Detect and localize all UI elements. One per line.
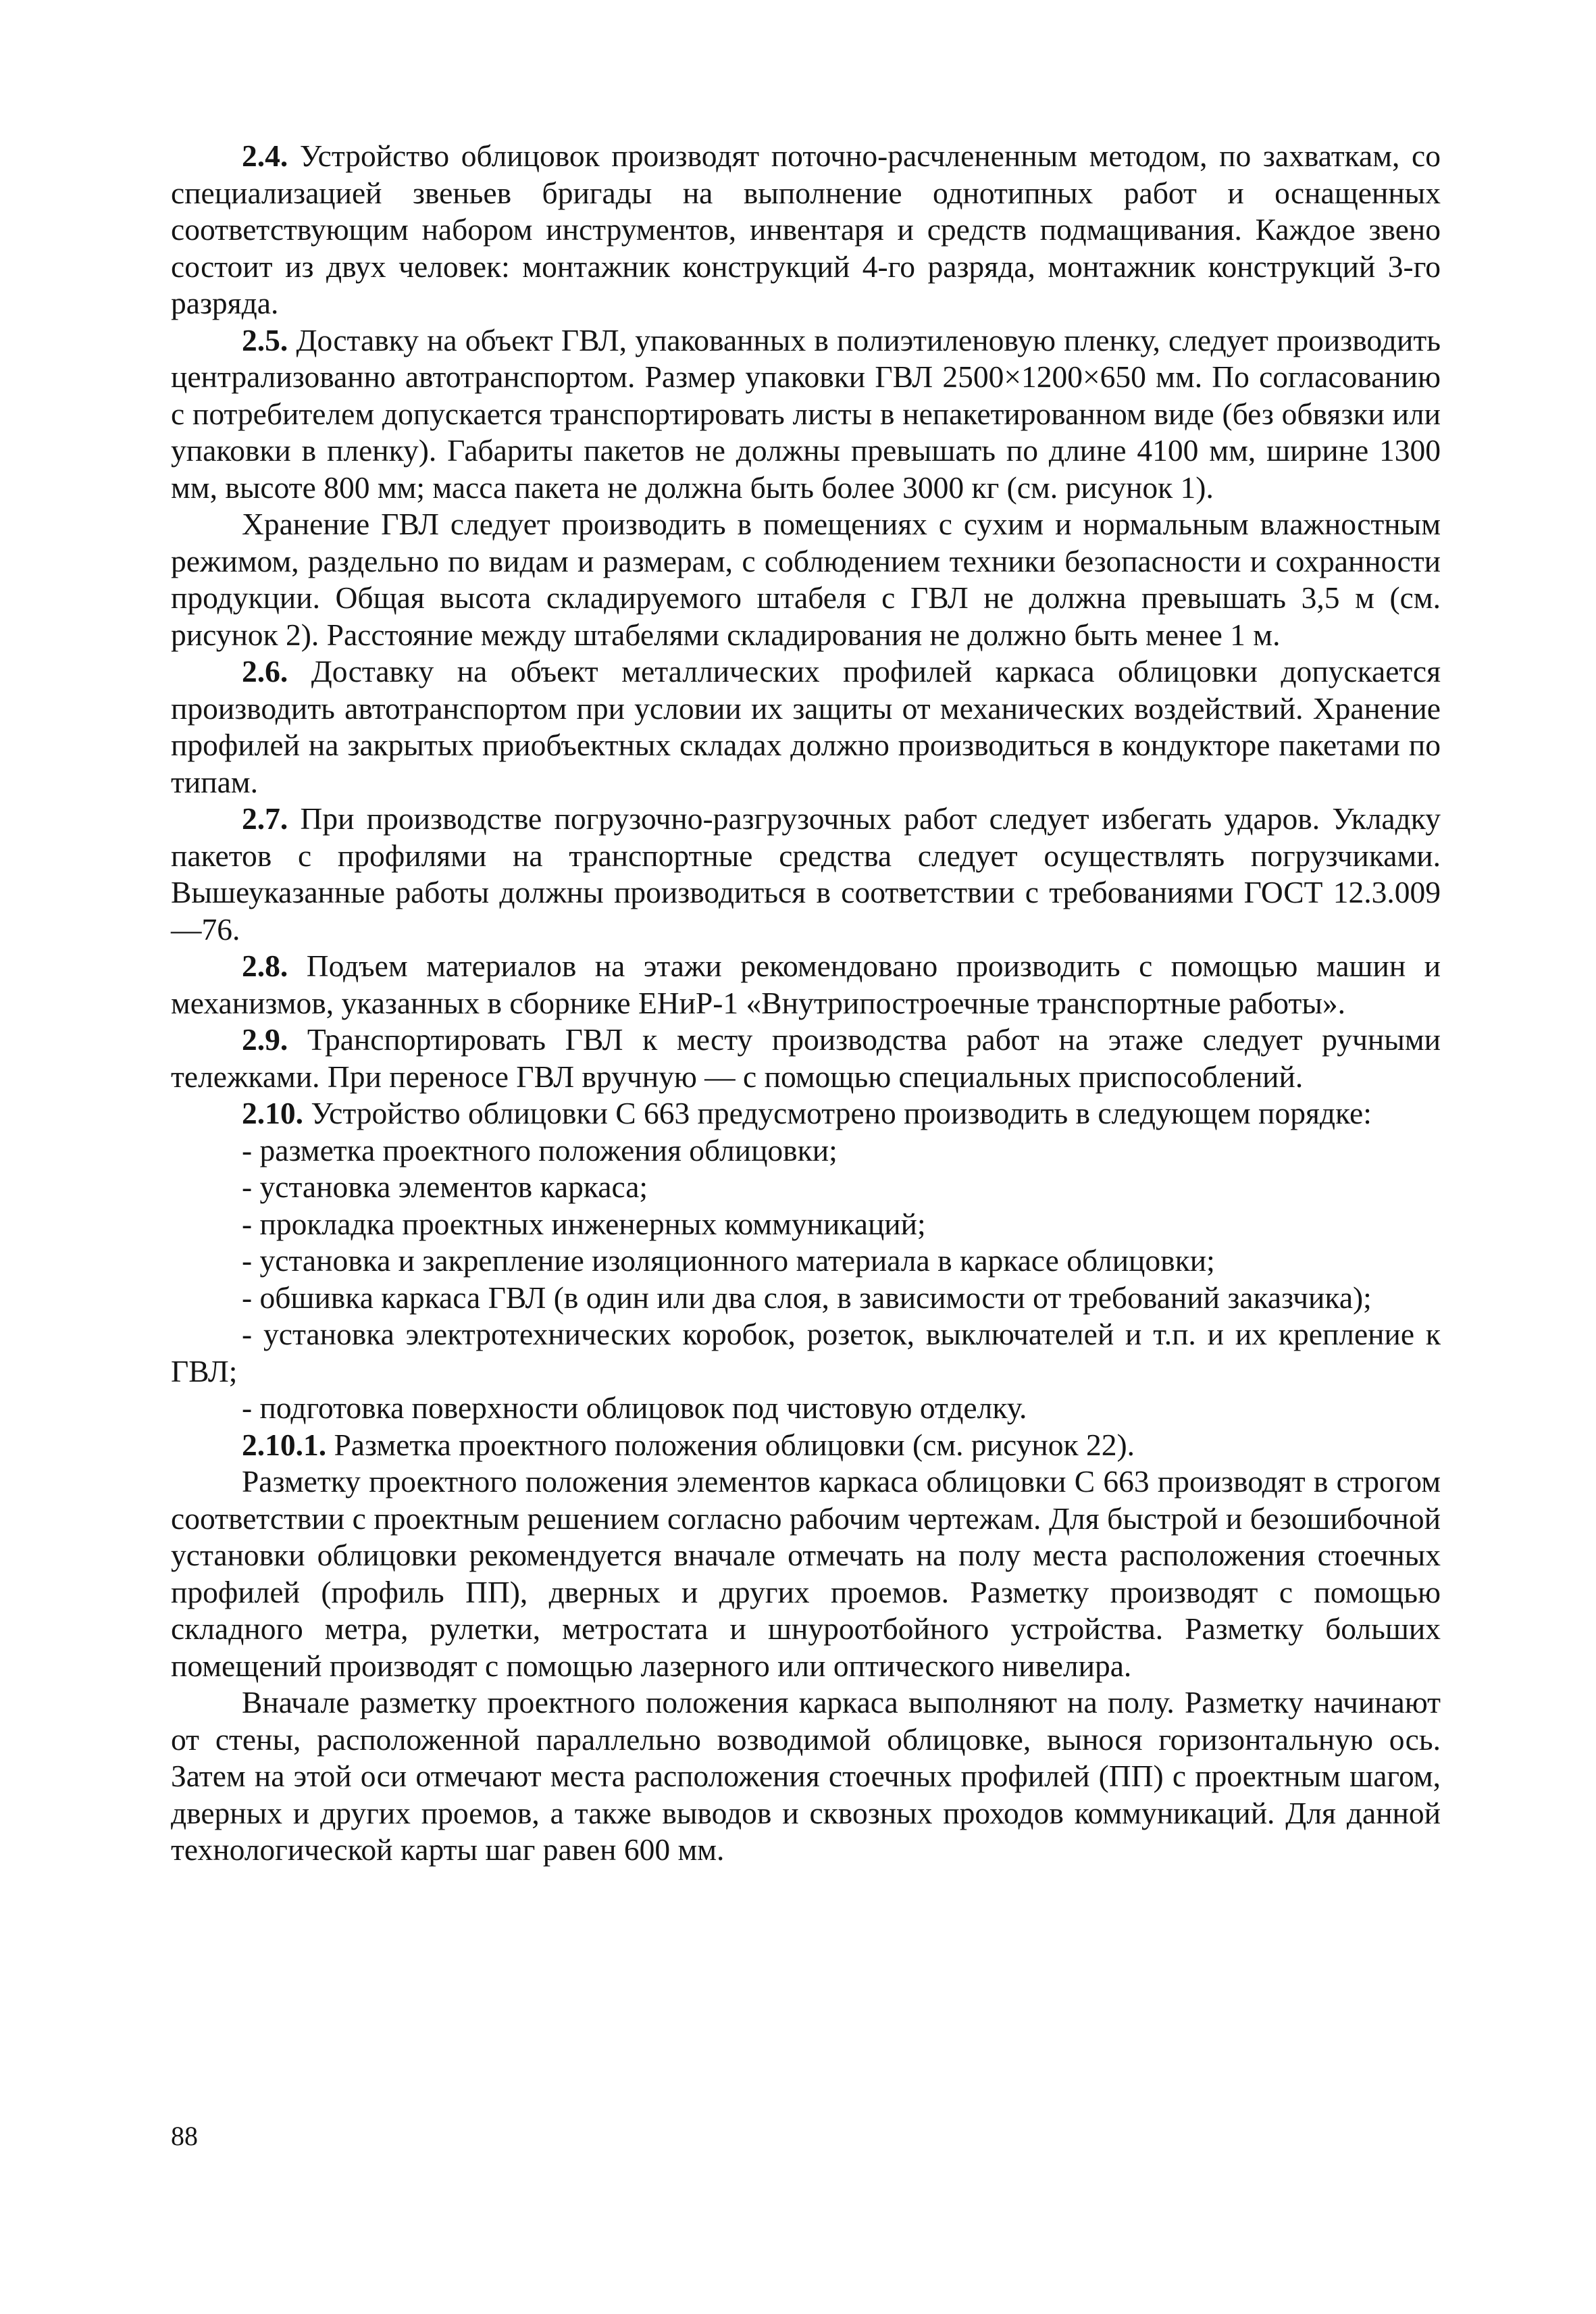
page-number: 88 — [171, 2121, 198, 2151]
section-number: 2.6. — [242, 654, 288, 688]
paragraph-text: Хранение ГВЛ следует производить в помещениях с сухим и нормальным влажностным режимом, раздельно по видам и размерам, с соблюдением техники безопасности и сохранности продукции. Общая высота складируемого штабеля с ГВЛ не должна превышать 3,5 м (см. рисунок 2). Расстояние между штабелями складирования не должно быть менее 1 м. — [171, 507, 1441, 652]
paragraph-2-7 — [171, 801, 1441, 948]
list-item — [171, 1206, 1441, 1243]
list-item-text: - подготовка поверхности облицовок под чистовую отделку. — [242, 1390, 1027, 1425]
paragraph-marking-floor — [171, 1684, 1441, 1869]
section-number: 2.9. — [242, 1022, 288, 1057]
paragraph-text: Вначале разметку проектного положения каркаса выполняют на полу. Разметку начинают от стены, расположенной параллельно возводимой облицовке, вынося горизонтальную ось. Затем на этой оси отмечают места расположения стоечных профилей (ПП) с проектным шагом, дверных и других проемов, а также выводов и сквозных проходов коммуникаций. Для данной технологической карты шаг равен 600 мм. — [171, 1685, 1441, 1867]
section-number: 2.10. — [242, 1096, 303, 1130]
list-item-text: - прокладка проектных инженерных коммуникаций; — [242, 1206, 926, 1241]
list-item — [171, 1132, 1441, 1169]
section-number: 2.8. — [242, 949, 288, 983]
list-item-text: - установка элементов каркаса; — [242, 1169, 648, 1204]
list-item — [171, 1242, 1441, 1280]
paragraph-2-8 — [171, 948, 1441, 1022]
paragraph-text: Транспортировать ГВЛ к месту производства работ на этаже следует ручными тележками. При переносе ГВЛ вручную — с помощью специальных приспособлений. — [171, 1022, 1441, 1094]
paragraph-2-10 — [171, 1095, 1441, 1132]
list-item — [171, 1169, 1441, 1206]
paragraph-marking — [171, 1463, 1441, 1684]
paragraph-2-9 — [171, 1022, 1441, 1095]
paragraph-text: Подъем материалов на этажи рекомендовано производить с помощью машин и механизмов, указанных в сборнике ЕНиР-1 «Внутрипостроечные транспортные работы». — [171, 949, 1441, 1020]
list-item-text: - установка и закрепление изоляционного материала в каркасе облицовки; — [242, 1243, 1215, 1278]
list-item — [171, 1316, 1441, 1390]
list-item — [171, 1390, 1441, 1427]
paragraph-2-6 — [171, 653, 1441, 801]
section-number: 2.4. — [242, 139, 288, 173]
list-item-text: - обшивка каркаса ГВЛ (в один или два слоя, в зависимости от требований заказчика); — [242, 1280, 1372, 1315]
section-number: 2.5. — [242, 322, 288, 357]
paragraph-2-4 — [171, 138, 1441, 322]
paragraph-2-5 — [171, 322, 1441, 507]
section-number: 2.10.1. — [242, 1427, 327, 1462]
paragraph-text: Устройство облицовок производят поточно-расчлененным методом, по захваткам, со специализацией звеньев бригады на выполнение однотипных работ и оснащенных соответствующим набором инструментов, инвентаря и средств подмащивания. Каждое звено состоит из двух человек: монтажник конструкций 4-го разряда, монтажник конструкций 3-го разряда. — [171, 139, 1441, 320]
page-body — [171, 138, 1441, 1869]
paragraph-text: При производстве погрузочно-разгрузочных работ следует избегать ударов. Укладку пакетов с профилями на транспортные средства следует осуществлять погрузчиками. Вышеуказанные работы должны производиться в соответствии с требованиями ГОСТ 12.3.009—76. — [171, 801, 1441, 947]
paragraph-storage — [171, 506, 1441, 653]
section-number: 2.7. — [242, 801, 288, 836]
paragraph-2-10-1 — [171, 1427, 1441, 1464]
list-item-text: - установка электротехнических коробок, розеток, выключателей и т.п. и их крепление к ГВЛ; — [171, 1317, 1441, 1388]
paragraph-text: Доставку на объект ГВЛ, упакованных в полиэтиленовую пленку, следует производить централизованно автотранспортом. Размер упаковки ГВЛ 2500×1200×650 мм. По согласованию с потребителем допускается транспортировать листы в непакетированном виде (без обвязки или упаковки в пленку). Габариты пакетов не должны превышать по длине 4100 мм, ширине 1300 мм, высоте 800 мм; масса пакета не должна быть более 3000 кг (см. рисунок 1). — [171, 322, 1441, 505]
paragraph-text: Разметка проектного положения облицовки (см. рисунок 22). — [326, 1427, 1135, 1462]
list-item-text: - разметка проектного положения облицовки; — [242, 1132, 838, 1167]
list-item — [171, 1280, 1441, 1317]
paragraph-text: Разметку проектного положения элементов каркаса облицовки С 663 производят в строгом соответствии с проектным решением согласно рабочим чертежам. Для быстрой и безошибочной установки облицовки рекомендуется вначале отмечать на полу места расположения стоечных профилей (профиль ПП), дверных и других проемов. Разметку производят с помощью складного метра, рулетки, метростата и шнуроотбойного устройства. Разметку больших помещений производят с помощью лазерного или оптического нивелира. — [171, 1464, 1441, 1683]
paragraph-text: Устройство облицовки С 663 предусмотрено производить в следующем порядке: — [303, 1096, 1372, 1130]
paragraph-text: Доставку на объект металлических профилей каркаса облицовки допускается производить автотранспортом при условии их защиты от механических воздействий. Хранение профилей на закрытых приобъектных складах должно производиться в кондукторе пакетами по типам. — [171, 654, 1441, 799]
